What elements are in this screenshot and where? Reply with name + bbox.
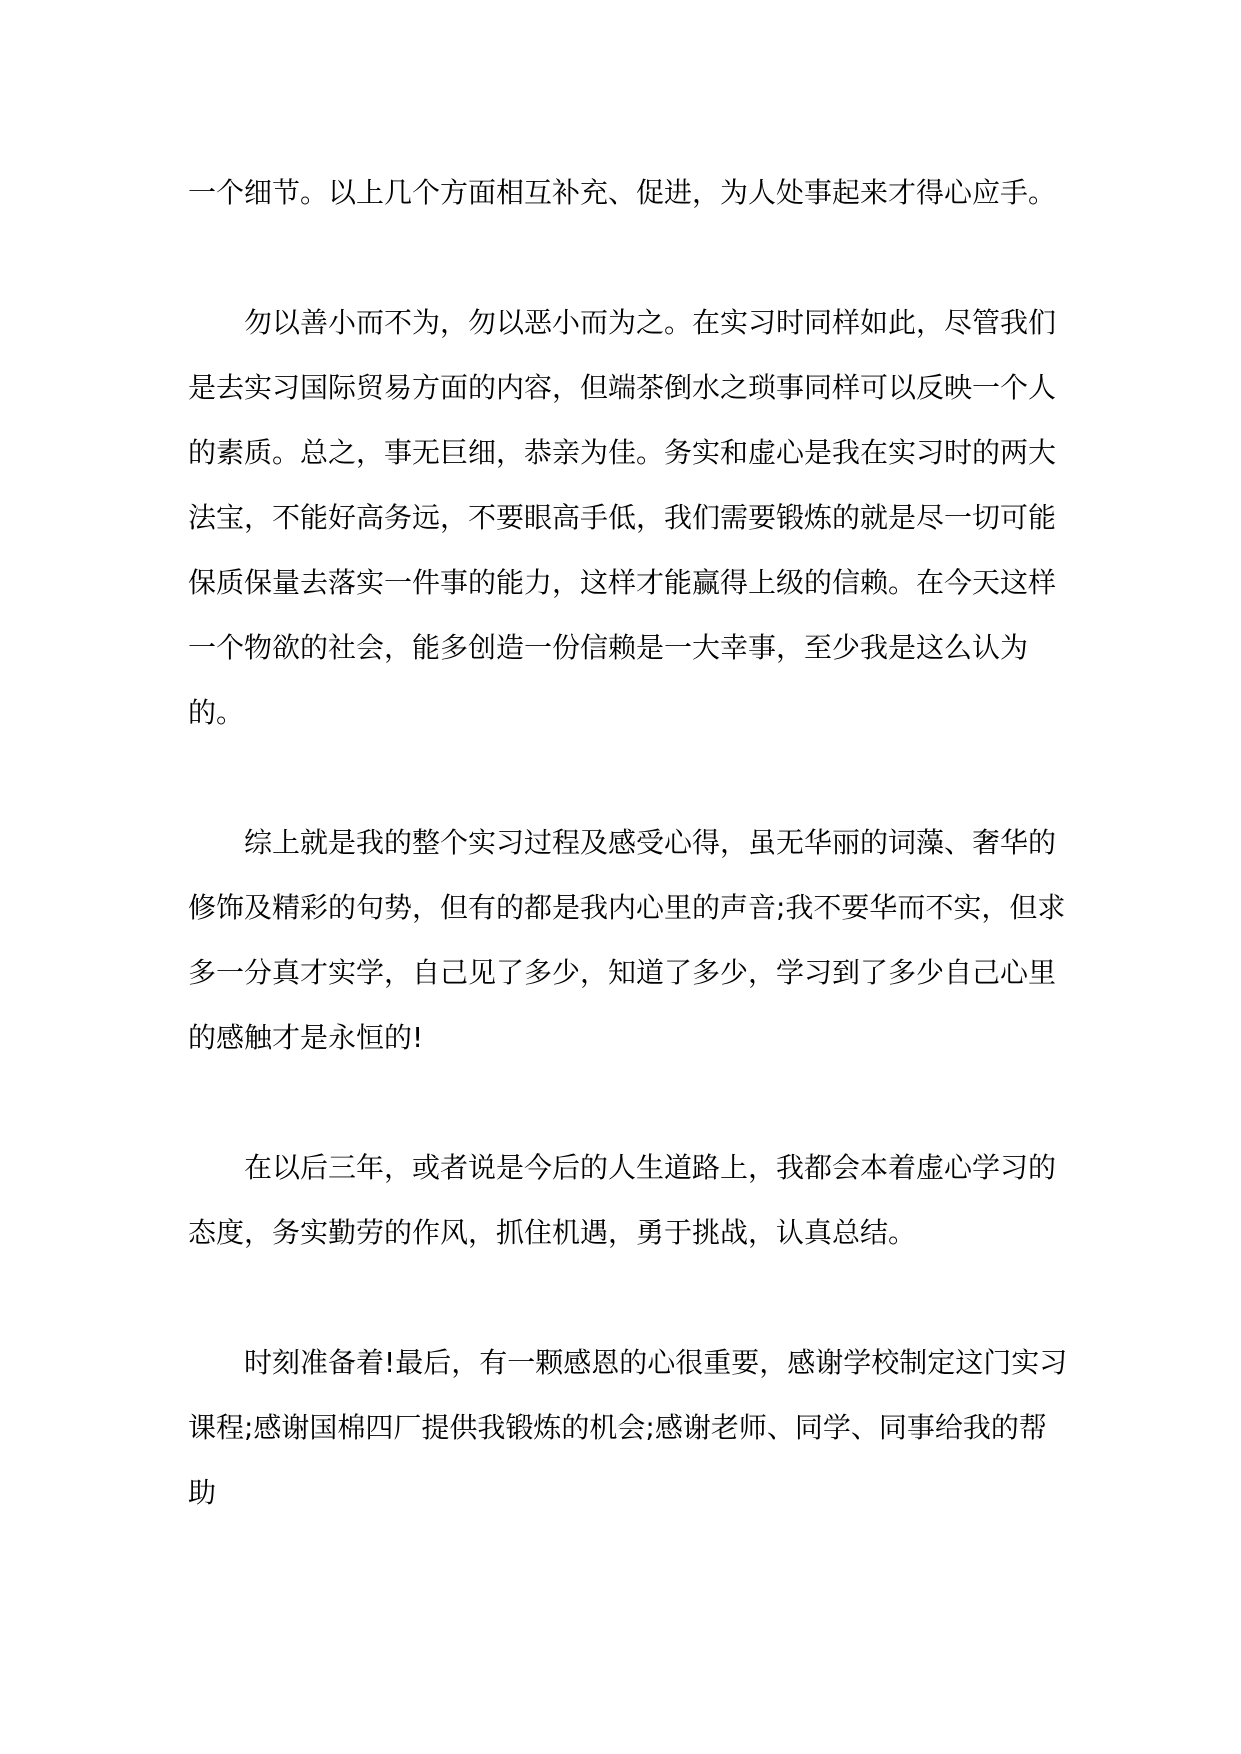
paragraph-3: 综上就是我的整个实习过程及感受心得，虽无华丽的词藻、奢华的修饰及精彩的句势，但有的都是我内心里的声音;我不要华而不实，但求多一分真才实学，自己见了多少，知道了多少，学习到了多少自己心里的感触才是永恒的! xyxy=(188,826,1066,1054)
paragraph-2: 勿以善小而不为，勿以恶小而为之。在实习时同样如此，尽管我们是去实习国际贸易方面的内容，但端茶倒水之琐事同样可以反映一个人的素质。总之，事无巨细，恭亲为佳。务实和虚心是我在实习时的两大法宝，不能好高务远，不要眼高手低，我们需要锻炼的就是尽一切可能保质保量去落实一件事的能力，这样才能赢得上级的信赖。在今天这样一个物欲的社会，能多创造一份信赖是一大幸事，至少我是这么认为的。 xyxy=(188,306,1057,729)
paragraph-1: 一个细节。以上几个方面相互补充、促进，为人处事起来才得心应手。 xyxy=(188,176,1057,209)
paragraph-4: 在以后三年，或者说是今后的人生道路上，我都会本着虚心学习的态度，务实勤劳的作风，抓住机遇，勇于挑战，认真总结。 xyxy=(188,1151,1057,1249)
paragraph-5: 时刻准备着!最后，有一颗感恩的心很重要，感谢学校制定这门实习课程;感谢国棉四厂提供我锻炼的机会;感谢老师、同学、同事给我的帮助 xyxy=(188,1346,1068,1509)
document-body xyxy=(188,160,1068,1525)
